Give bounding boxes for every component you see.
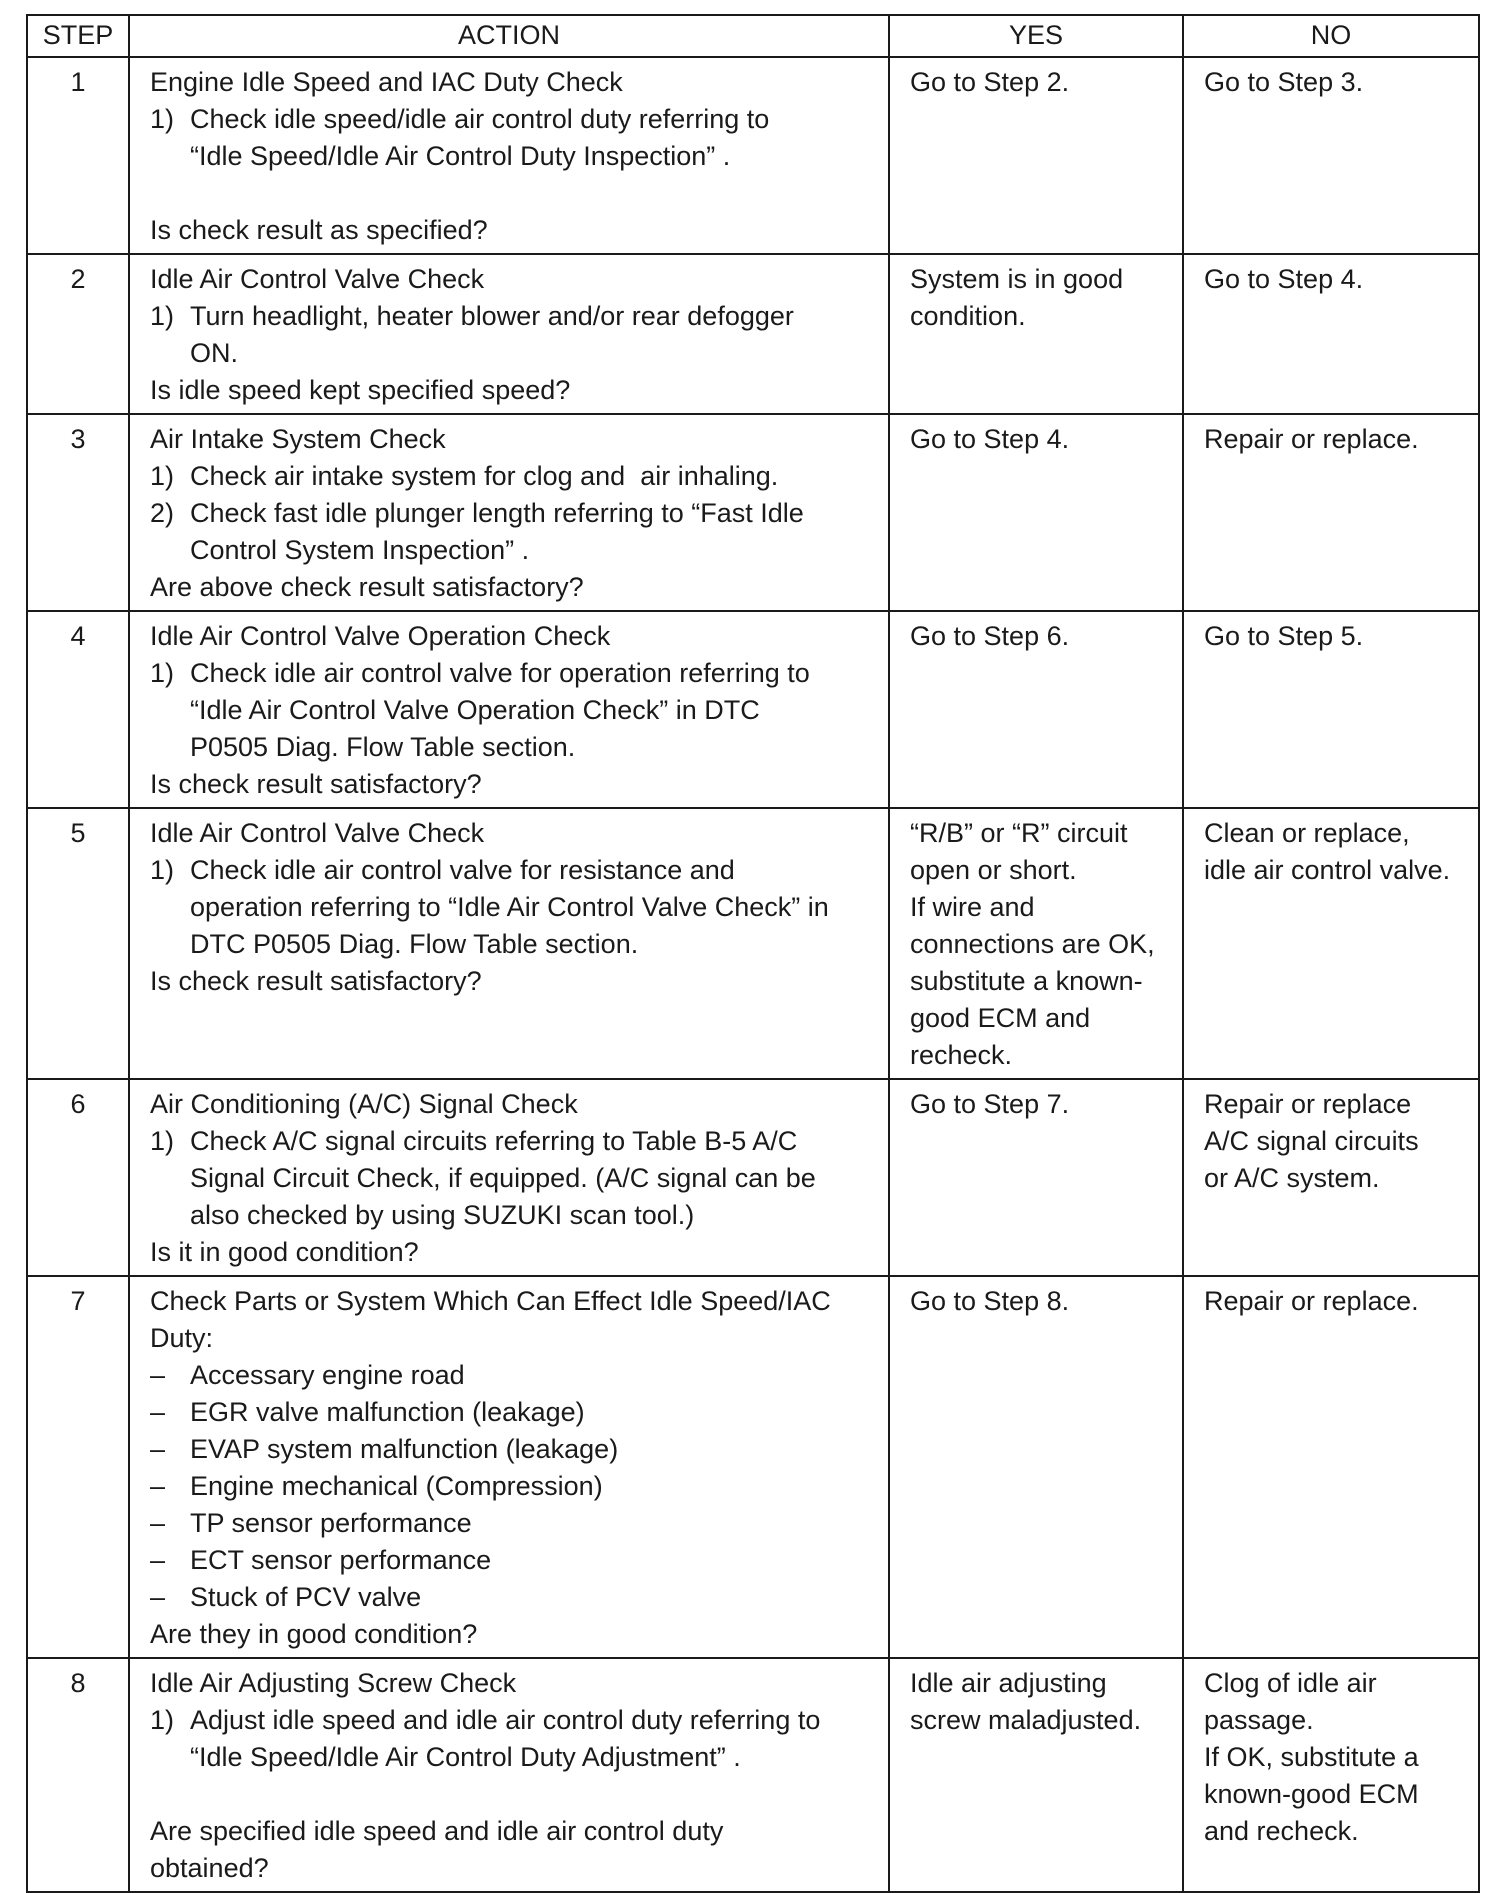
action-cell — [129, 414, 889, 611]
action-question: Are above check result satisfactory? — [150, 572, 584, 602]
item-text — [190, 495, 880, 569]
table-row — [27, 611, 1479, 808]
yes-cell — [889, 57, 1183, 254]
item-marker: – — [150, 1508, 166, 1538]
item-text — [190, 298, 880, 372]
no-cell — [1183, 254, 1479, 414]
item-marker: 1) — [150, 658, 175, 688]
action-cell — [129, 1276, 889, 1658]
action-item — [150, 1357, 880, 1394]
table-row — [27, 254, 1479, 414]
yes-text-line: Idle air adjusting — [910, 1668, 1107, 1698]
header-yes: YES — [889, 15, 1183, 57]
no-text-line: Clog of idle air — [1204, 1668, 1377, 1698]
item-marker: 1) — [150, 1126, 175, 1156]
no-cell — [1183, 1276, 1479, 1658]
yes-text-line: Go to Step 2. — [910, 67, 1070, 97]
item-text-line: Stuck of PCV valve — [190, 1582, 422, 1612]
item-text — [190, 1468, 880, 1505]
no-cell — [1183, 57, 1479, 254]
table-row — [27, 1276, 1479, 1658]
action-cell — [129, 1658, 889, 1892]
yes-text-line: condition. — [910, 301, 1026, 331]
action-item — [150, 1394, 880, 1431]
action-cell — [129, 808, 889, 1079]
no-text-line: Go to Step 4. — [1204, 264, 1364, 294]
item-text-line: Adjust idle speed and idle air control duty referring to — [190, 1705, 821, 1735]
item-text — [190, 1394, 880, 1431]
action-item — [150, 1542, 880, 1579]
no-text-line: Repair or replace. — [1204, 424, 1419, 454]
yes-text-line: screw maladjusted. — [910, 1705, 1142, 1735]
yes-text-line: Go to Step 7. — [910, 1089, 1070, 1119]
yes-text-line: Go to Step 4. — [910, 424, 1070, 454]
header-step: STEP — [27, 15, 129, 57]
item-text — [190, 1505, 880, 1542]
action-question: Is idle speed kept specified speed? — [150, 375, 571, 405]
action-title: Air Intake System Check — [150, 424, 446, 454]
action-item — [150, 298, 880, 372]
no-text-line: or A/C system. — [1204, 1163, 1380, 1193]
item-marker: 1) — [150, 855, 175, 885]
item-marker: 1) — [150, 1705, 175, 1735]
action-cell — [129, 611, 889, 808]
action-title: Idle Air Control Valve Check — [150, 818, 485, 848]
no-text-line: If OK, substitute a — [1204, 1742, 1419, 1772]
yes-cell — [889, 414, 1183, 611]
item-text-line: EVAP system malfunction (leakage) — [190, 1434, 619, 1464]
action-title: Idle Air Control Valve Check — [150, 264, 485, 294]
no-cell — [1183, 414, 1479, 611]
item-text-line: Check idle air control valve for operation referring to — [190, 658, 810, 688]
yes-cell — [889, 1658, 1183, 1892]
yes-cell — [889, 1079, 1183, 1276]
item-marker: – — [150, 1582, 166, 1612]
yes-text-line: open or short. — [910, 855, 1077, 885]
item-text — [190, 1579, 880, 1616]
table-row — [27, 1079, 1479, 1276]
no-cell — [1183, 1658, 1479, 1892]
table-row — [27, 1658, 1479, 1892]
item-text-line: Check idle speed/idle air control duty referring to — [190, 104, 770, 134]
yes-text-line: connections are OK, — [910, 929, 1155, 959]
action-question: Is check result satisfactory? — [150, 769, 482, 799]
action-item — [150, 1123, 880, 1234]
item-marker: – — [150, 1360, 166, 1390]
item-text-line: also checked by using SUZUKI scan tool.) — [190, 1200, 695, 1230]
step-number: 1 — [27, 57, 129, 254]
action-item — [150, 101, 880, 175]
action-title: Idle Air Control Valve Operation Check — [150, 621, 611, 651]
item-text — [190, 101, 880, 175]
action-title: Engine Idle Speed and IAC Duty Check — [150, 67, 623, 97]
item-text — [190, 1542, 880, 1579]
diagnostic-flow-table — [26, 14, 1480, 1893]
item-text — [190, 655, 880, 766]
yes-text-line: recheck. — [910, 1040, 1013, 1070]
action-cell — [129, 1079, 889, 1276]
header-action: ACTION — [129, 15, 889, 57]
yes-cell — [889, 1276, 1183, 1658]
yes-text-line: System is in good — [910, 264, 1124, 294]
action-question: obtained? — [150, 1853, 269, 1883]
yes-text-line: If wire and — [910, 892, 1035, 922]
item-marker: 1) — [150, 104, 175, 134]
step-number: 5 — [27, 808, 129, 1079]
step-number: 6 — [27, 1079, 129, 1276]
action-item — [150, 1431, 880, 1468]
item-text-line: EGR valve malfunction (leakage) — [190, 1397, 585, 1427]
yes-text-line: “R/B” or “R” circuit — [910, 818, 1128, 848]
item-text-line: Turn headlight, heater blower and/or rear defogger — [190, 301, 794, 331]
no-text-line: Go to Step 5. — [1204, 621, 1364, 651]
item-marker: 1) — [150, 301, 175, 331]
no-cell — [1183, 1079, 1479, 1276]
step-number: 3 — [27, 414, 129, 611]
no-text-line: Repair or replace. — [1204, 1286, 1419, 1316]
action-question: Is check result as specified? — [150, 215, 488, 245]
item-text-line: “Idle Speed/Idle Air Control Duty Adjustment” . — [190, 1742, 741, 1772]
action-question: Is it in good condition? — [150, 1237, 419, 1267]
action-item — [150, 458, 880, 495]
yes-text-line: Go to Step 8. — [910, 1286, 1070, 1316]
item-text — [190, 1357, 880, 1394]
item-marker: 1) — [150, 461, 175, 491]
item-text-line: Engine mechanical (Compression) — [190, 1471, 603, 1501]
item-text-line: Accessary engine road — [190, 1360, 465, 1390]
step-number: 8 — [27, 1658, 129, 1892]
action-item — [150, 1579, 880, 1616]
action-item — [150, 1468, 880, 1505]
yes-text-line: Go to Step 6. — [910, 621, 1070, 651]
action-question: Are specified idle speed and idle air control duty — [150, 1816, 724, 1846]
table-body — [27, 57, 1479, 1892]
item-text-line: DTC P0505 Diag. Flow Table section. — [190, 929, 639, 959]
no-cell — [1183, 611, 1479, 808]
action-item — [150, 495, 880, 569]
action-cell — [129, 254, 889, 414]
yes-text-line: substitute a known- — [910, 966, 1143, 996]
no-text-line: and recheck. — [1204, 1816, 1359, 1846]
step-number: 7 — [27, 1276, 129, 1658]
item-text-line: ON. — [190, 338, 239, 368]
action-title: Air Conditioning (A/C) Signal Check — [150, 1089, 578, 1119]
item-text-line: ECT sensor performance — [190, 1545, 492, 1575]
header-no: NO — [1183, 15, 1479, 57]
no-cell — [1183, 808, 1479, 1079]
item-marker: – — [150, 1545, 166, 1575]
action-item — [150, 1505, 880, 1542]
table-row — [27, 808, 1479, 1079]
no-text-line: known-good ECM — [1204, 1779, 1419, 1809]
item-text-line: Check fast idle plunger length referring to “Fast Idle — [190, 498, 804, 528]
action-title: Check Parts or System Which Can Effect Idle Speed/IAC Duty: — [150, 1286, 839, 1353]
item-text — [190, 458, 880, 495]
item-text-line: TP sensor performance — [190, 1508, 472, 1538]
spacer — [150, 1776, 880, 1813]
item-text-line: Signal Circuit Check, if equipped. (A/C signal can be — [190, 1163, 816, 1193]
item-text-line: Check air intake system for clog and air inhaling. — [190, 461, 779, 491]
yes-cell — [889, 254, 1183, 414]
item-marker: – — [150, 1434, 166, 1464]
step-number: 4 — [27, 611, 129, 808]
spacer — [150, 175, 880, 212]
no-text-line: Clean or replace, — [1204, 818, 1410, 848]
action-item — [150, 1702, 880, 1776]
table-header-row — [27, 15, 1479, 57]
item-text-line: Check A/C signal circuits referring to Table B-5 A/C — [190, 1126, 798, 1156]
item-marker: – — [150, 1471, 166, 1501]
item-marker: – — [150, 1397, 166, 1427]
action-cell — [129, 57, 889, 254]
item-text-line: “Idle Air Control Valve Operation Check” in DTC — [190, 695, 760, 725]
no-text-line: Go to Step 3. — [1204, 67, 1364, 97]
item-text-line: operation referring to “Idle Air Control Valve Check” in — [190, 892, 829, 922]
table-row — [27, 414, 1479, 611]
item-marker: 2) — [150, 498, 175, 528]
yes-cell — [889, 611, 1183, 808]
no-text-line: passage. — [1204, 1705, 1314, 1735]
yes-cell — [889, 808, 1183, 1079]
action-question: Are they in good condition? — [150, 1619, 478, 1649]
item-text-line: “Idle Speed/Idle Air Control Duty Inspection” . — [190, 141, 731, 171]
no-text-line: Repair or replace — [1204, 1089, 1412, 1119]
yes-text-line: good ECM and — [910, 1003, 1091, 1033]
action-title: Idle Air Adjusting Screw Check — [150, 1668, 517, 1698]
item-text-line: P0505 Diag. Flow Table section. — [190, 732, 576, 762]
action-item — [150, 655, 880, 766]
item-text — [190, 1123, 880, 1234]
item-text-line: Check idle air control valve for resistance and — [190, 855, 735, 885]
item-text — [190, 1702, 880, 1776]
item-text — [190, 1431, 880, 1468]
step-number: 2 — [27, 254, 129, 414]
no-text-line: idle air control valve. — [1204, 855, 1451, 885]
action-question: Is check result satisfactory? — [150, 966, 482, 996]
no-text-line: A/C signal circuits — [1204, 1126, 1419, 1156]
item-text — [190, 852, 880, 963]
table-row — [27, 57, 1479, 254]
item-text-line: Control System Inspection” . — [190, 535, 530, 565]
action-item — [150, 852, 880, 963]
